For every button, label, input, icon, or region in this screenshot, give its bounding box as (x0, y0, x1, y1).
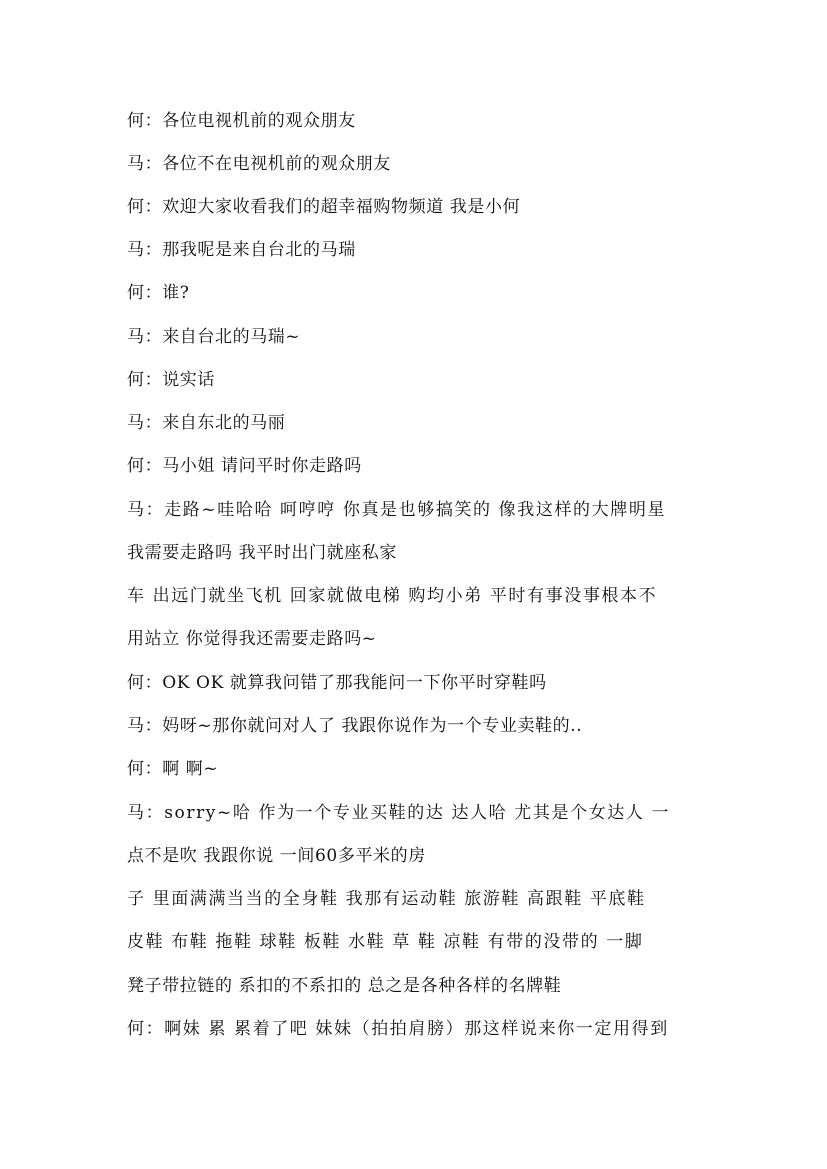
dialogue-line-3: 何：欢迎大家收看我们的超幸福购物频道 我是小何 (127, 197, 521, 217)
dialogue-line-12: 马：妈呀~那你就问对人了 我跟你说作为一个专业卖鞋的.. (127, 716, 583, 736)
dialogue-line-15: 何：啊妹 累 累着了吧 妹妹（拍拍肩膀）那这样说来你一定用得到 (127, 1019, 669, 1039)
dialogue-line-1: 何：各位电视机前的观众朋友 (127, 111, 356, 131)
dialogue-line-10: 马：走路~哇哈哈 呵哼哼 你真是也够搞笑的 像我这样的大牌明星 (127, 500, 667, 520)
dialogue-line-14-cont-2: 子 里面满满当当的全身鞋 我那有运动鞋 旅游鞋 高跟鞋 平底鞋 (127, 889, 646, 909)
dialogue-line-6: 马：来自台北的马瑞~ (127, 327, 301, 347)
dialogue-line-2: 马：各位不在电视机前的观众朋友 (127, 154, 391, 174)
dialogue-line-14-cont-4: 凳子带拉链的 系扣的不系扣的 总之是各种各样的名牌鞋 (127, 976, 562, 996)
dialogue-line-11: 何：OK OK 就算我问错了那我能问一下你平时穿鞋吗 (127, 673, 547, 693)
dialogue-line-10-cont: 我需要走路吗 我平时出门就座私家 (127, 543, 398, 563)
dialogue-line-7: 何：说实话 (127, 370, 215, 390)
dialogue-line-4: 马：那我呢是来自台北的马瑞 (127, 240, 356, 260)
dialogue-line-8: 马：来自东北的马丽 (127, 413, 286, 433)
dialogue-line-13: 何：啊 啊~ (127, 759, 219, 779)
dialogue-line-14-cont: 点不是吹 我跟你说 一间60多平米的房 (127, 846, 426, 866)
dialogue-line-10-cont-2: 车 出远门就坐飞机 回家就做电梯 购均小弟 平时有事没事根本不 (127, 586, 658, 606)
dialogue-line-5: 何：谁? (127, 283, 190, 303)
dialogue-line-14-cont-3: 皮鞋 布鞋 拖鞋 球鞋 板鞋 水鞋 草 鞋 凉鞋 有带的没带的 一脚 (127, 932, 644, 952)
dialogue-line-10-cont-3: 用站立 你觉得我还需要走路吗~ (127, 629, 377, 649)
dialogue-line-14: 马：sorry~哈 作为一个专业买鞋的达 达人哈 尤其是个女达人 一 (127, 803, 671, 823)
dialogue-line-9: 何：马小姐 请问平时你走路吗 (127, 456, 362, 476)
